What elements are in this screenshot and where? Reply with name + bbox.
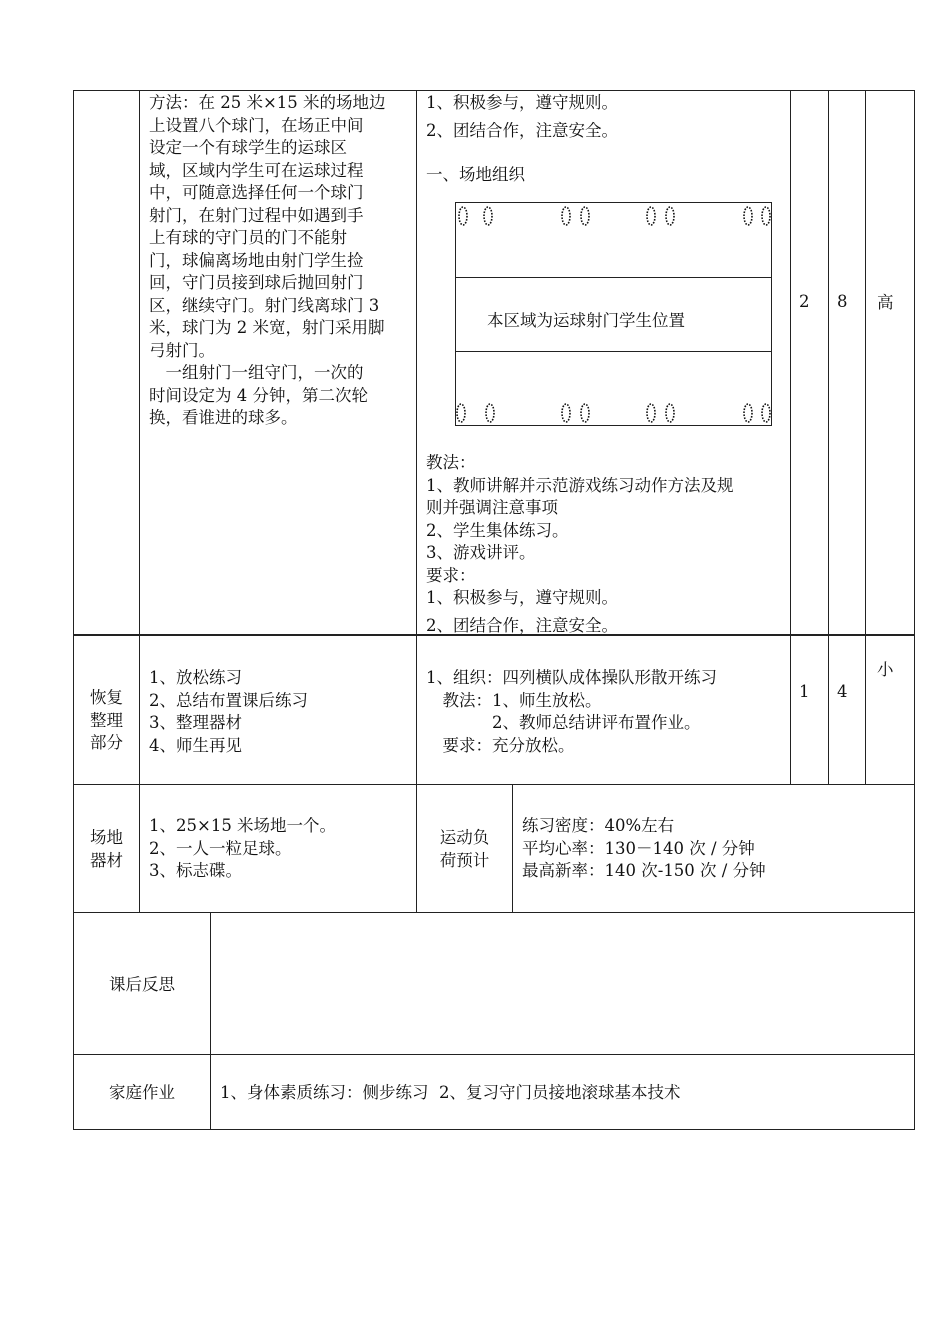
homework-label: 家庭作业 — [109, 1083, 175, 1102]
goal-marker — [666, 404, 674, 422]
equipment-label: 场地 器材 — [90, 828, 123, 870]
row1-intensity: 高 — [877, 293, 894, 312]
method-description: 方法：在 25 米×15 米的场地边 上设置八个球门，在场正中间 设定一个有球学生的运球区 域，区域内学生可在运球过程 中，可随意选择任何一个球门 射门，在射门过程中如遇到手 上有球的守门员的门不能射 门，球偏离场地由射门学生捡 回，守门员接到球后抛回射门 区，继续守门。射门线离球门 3 米，球门为 2 米宽，射门采用脚 弓射门。 一组射门一组守门，一次的 时间设定为 4 分钟，第二次轮 换，看谁进的球多。 — [149, 93, 386, 427]
row2-times: 1 — [799, 682, 810, 701]
recovery-label: 恢复 整理 部分 — [90, 688, 123, 752]
goal-marker — [457, 404, 465, 422]
requirement-top-2: 2、团结合作，注意安全。 — [426, 121, 618, 140]
load-estimate: 练习密度：40%左右 平均心率：130－140 次 / 分钟 最高新率：140 次-150 次 / 分钟 — [522, 816, 766, 880]
row1-times: 2 — [799, 292, 810, 311]
goal-marker — [762, 207, 770, 225]
recovery-organization: 1、组织：四列横队成体操队形散开练习 教法：1、师生放松。 2、教师总结讲评布置作业。 要求：充分放松。 — [426, 668, 717, 755]
row1-minutes: 8 — [837, 292, 848, 311]
row2-intensity: 小 — [877, 660, 894, 679]
recovery-content: 1、放松练习 2、总结布置课后练习 3、整理器材 4、师生再见 — [149, 668, 308, 755]
goal-marker — [484, 207, 492, 225]
equipment-content: 1、25×15 米场地一个。 2、一人一粒足球。 3、标志碟。 — [149, 816, 337, 880]
row2-minutes: 4 — [837, 682, 848, 701]
load-label: 运动负 荷预计 — [439, 828, 490, 870]
reflection-label: 课后反思 — [109, 975, 175, 994]
goal-marker — [762, 404, 770, 422]
field-heading: 一、场地组织 — [426, 165, 525, 184]
goal-marker — [486, 404, 494, 422]
goal-marker — [562, 404, 570, 422]
goal-marker — [581, 404, 589, 422]
goal-marker — [744, 404, 752, 422]
goal-marker — [459, 207, 467, 225]
goal-marker — [647, 404, 655, 422]
goal-marker — [581, 207, 589, 225]
goal-marker — [647, 207, 655, 225]
goal-marker — [666, 207, 674, 225]
field-zone-label: 本区域为运球射门学生位置 — [487, 311, 685, 330]
teaching-method: 教法： 1、教师讲解并示范游戏练习动作方法及规 则并强调注意事项 2、学生集体练习。 3、游戏讲评。 要求： 1、积极参与，遵守规则。 2、团结合作，注意安全。 — [426, 453, 734, 635]
requirement-top-1: 1、积极参与，遵守规则。 — [426, 93, 618, 112]
goal-marker — [562, 207, 570, 225]
homework-content: 1、身体素质练习：侧步练习 2、复习守门员接地滚球基本技术 — [220, 1083, 681, 1102]
goal-marker — [744, 207, 752, 225]
